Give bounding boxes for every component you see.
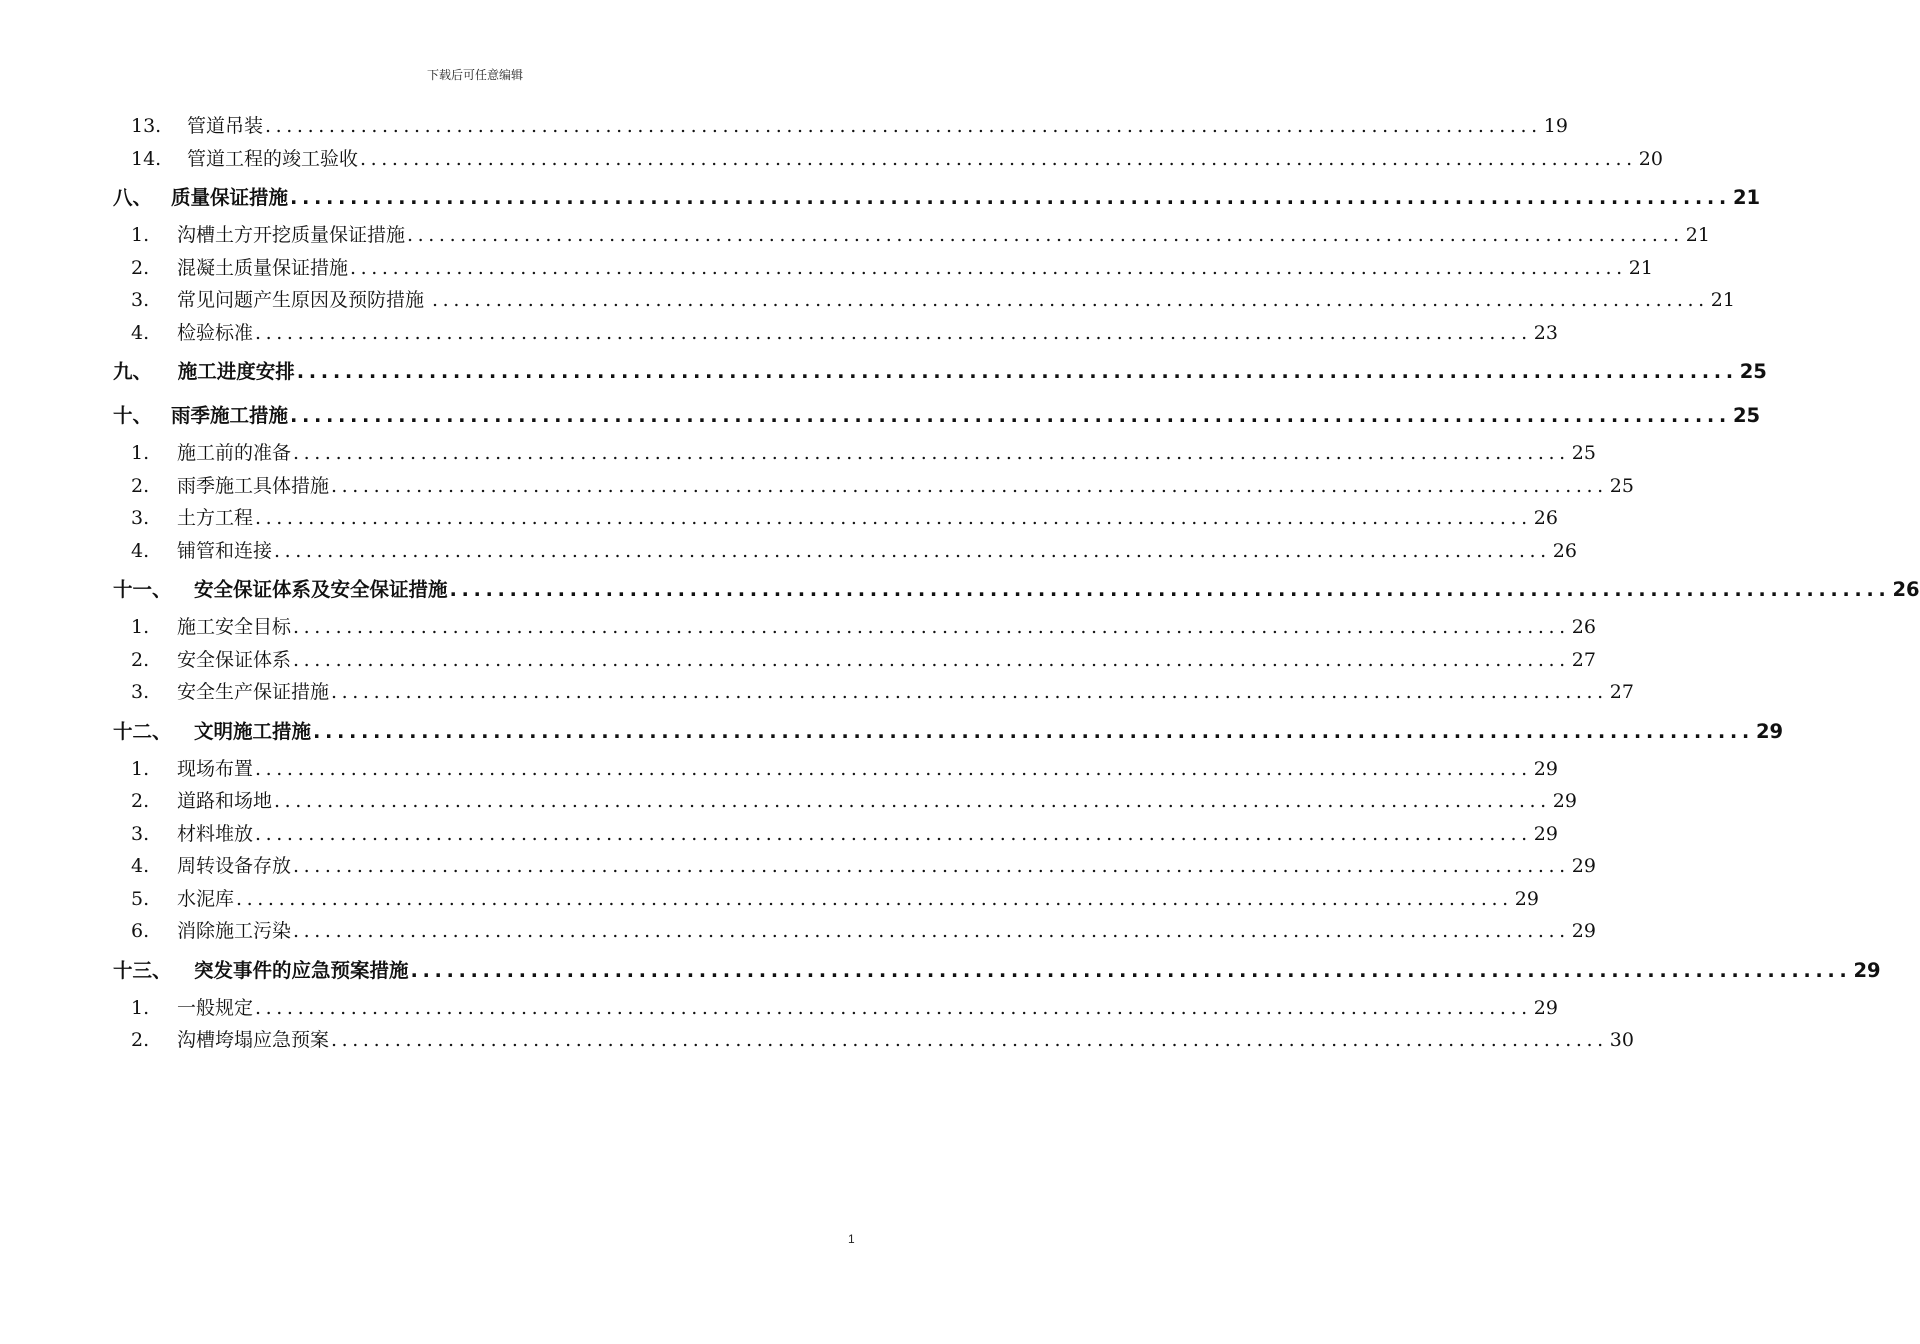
toc-dot-leader: ........................................................................................................................ bbox=[350, 256, 1627, 279]
toc-dot-leader: ........................................................................................................................ bbox=[407, 224, 1684, 246]
toc-entry-page: 25 bbox=[1732, 404, 1761, 427]
toc-entry-page: 29 bbox=[1533, 996, 1558, 1019]
toc-entry-number: 1. bbox=[131, 224, 150, 246]
toc-dot-leader: ........................................................................................................................ bbox=[274, 539, 1551, 562]
toc-subsection-entry[interactable] bbox=[113, 317, 1558, 350]
toc-entry-title: 雨季施工措施 bbox=[171, 404, 289, 427]
toc-entry-page: 26 bbox=[1892, 578, 1920, 601]
toc-dot-leader: ........................................................................................................................ bbox=[274, 790, 1551, 812]
toc-section-entry[interactable] bbox=[113, 349, 1767, 393]
toc-dot-leader: ........................................................................................................................ bbox=[290, 404, 1731, 427]
toc-subsection-entry[interactable] bbox=[113, 644, 1596, 677]
toc-subsection-entry[interactable] bbox=[113, 753, 1558, 786]
toc-entry-number: 6. bbox=[131, 920, 150, 942]
toc-subsection-entry[interactable] bbox=[113, 676, 1634, 709]
toc-entry-title: 常见问题产生原因及预防措施 bbox=[177, 289, 431, 311]
toc-entry-number: 2. bbox=[131, 1029, 150, 1051]
toc-entry-title: 管道工程的竣工验收 bbox=[187, 147, 359, 170]
toc-entry-page: 26 bbox=[1533, 507, 1558, 529]
toc-dot-leader: ........................................................................................................................ bbox=[255, 507, 1532, 529]
toc-dot-leader: ........................................................................................................................ bbox=[290, 186, 1731, 209]
toc-entry-page: 21 bbox=[1732, 186, 1761, 209]
toc-entry-number: 十一、 bbox=[113, 578, 172, 601]
toc-entry-page: 26 bbox=[1571, 616, 1596, 638]
toc-dot-leader: ........................................................................................................................ bbox=[313, 719, 1754, 743]
toc-entry-page: 21 bbox=[1685, 224, 1710, 246]
toc-dot-leader: ........................................................................................................................ bbox=[432, 289, 1709, 311]
toc-entry-page: 29 bbox=[1533, 757, 1558, 780]
toc-dot-leader: ........................................................................................................................ bbox=[255, 321, 1532, 344]
toc-dot-leader: ........................................................................................................................ bbox=[293, 920, 1570, 942]
toc-dot-leader: ........................................................................................................................ bbox=[293, 616, 1570, 638]
toc-entry-number: 13. bbox=[131, 115, 162, 137]
toc-entry-number: 4. bbox=[131, 539, 150, 562]
toc-subsection-entry[interactable] bbox=[113, 143, 1663, 176]
toc-entry-number: 十二、 bbox=[113, 719, 172, 743]
toc-section-entry[interactable] bbox=[113, 393, 1761, 437]
toc-entry-title: 施工安全目标 bbox=[177, 616, 292, 638]
toc-dot-leader: ........................................................................................................................ bbox=[293, 442, 1570, 464]
toc-entry-title: 消除施工污染 bbox=[177, 920, 292, 942]
toc-entry-number: 八、 bbox=[113, 186, 153, 209]
table-of-contents bbox=[113, 110, 1920, 1057]
toc-entry-title: 雨季施工具体措施 bbox=[177, 474, 330, 497]
toc-entry-title: 突发事件的应急预案措施 bbox=[194, 958, 409, 982]
toc-entry-number: 1. bbox=[131, 757, 150, 780]
toc-entry-page: 29 bbox=[1533, 822, 1558, 845]
toc-entry-number: 2. bbox=[131, 256, 150, 279]
toc-entry-title: 混凝土质量保证措施 bbox=[177, 256, 349, 279]
toc-subsection-entry[interactable] bbox=[113, 611, 1596, 644]
toc-section-entry[interactable] bbox=[113, 709, 1784, 753]
toc-dot-leader: ........................................................................................................................ bbox=[331, 681, 1608, 703]
toc-subsection-entry[interactable] bbox=[113, 437, 1596, 470]
toc-entry-number: 3. bbox=[131, 822, 150, 845]
toc-entry-number: 1. bbox=[131, 616, 150, 638]
toc-subsection-entry[interactable] bbox=[113, 883, 1539, 916]
toc-entry-page: 27 bbox=[1571, 648, 1596, 671]
toc-entry-number: 14. bbox=[131, 147, 162, 170]
toc-entry-page: 30 bbox=[1609, 1029, 1634, 1051]
toc-entry-title: 现场布置 bbox=[177, 757, 254, 780]
toc-subsection-entry[interactable] bbox=[113, 284, 1735, 317]
toc-entry-number: 1. bbox=[131, 996, 150, 1019]
toc-subsection-entry[interactable] bbox=[113, 992, 1558, 1025]
page-number: 1 bbox=[848, 1232, 855, 1246]
toc-dot-leader: ........................................................................................................................ bbox=[255, 996, 1532, 1019]
toc-entry-page: 25 bbox=[1571, 442, 1596, 464]
toc-entry-number: 1. bbox=[131, 442, 150, 464]
toc-subsection-entry[interactable] bbox=[113, 470, 1634, 503]
toc-section-entry[interactable] bbox=[113, 175, 1761, 219]
toc-entry-page: 29 bbox=[1552, 790, 1577, 812]
toc-entry-number: 2. bbox=[131, 790, 150, 812]
toc-entry-number: 4. bbox=[131, 321, 150, 344]
toc-dot-leader: ........................................................................................................................ bbox=[265, 115, 1542, 137]
toc-dot-leader: ........................................................................................................................ bbox=[331, 474, 1608, 497]
toc-dot-leader: ........................................................................................................................ bbox=[449, 578, 1891, 601]
toc-dot-leader: ........................................................................................................................ bbox=[293, 648, 1570, 671]
toc-entry-title: 道路和场地 bbox=[177, 790, 273, 812]
toc-subsection-entry[interactable] bbox=[113, 850, 1596, 883]
toc-entry-page: 29 bbox=[1514, 887, 1539, 910]
toc-entry-number: 九、 bbox=[113, 360, 153, 383]
toc-entry-number: 3. bbox=[131, 289, 150, 311]
toc-entry-title: 材料堆放 bbox=[177, 822, 254, 845]
toc-entry-number: 2. bbox=[131, 474, 150, 497]
toc-entry-page: 29 bbox=[1853, 958, 1881, 982]
toc-dot-leader: ........................................................................................................................ bbox=[293, 855, 1570, 877]
toc-subsection-entry[interactable] bbox=[113, 915, 1596, 948]
toc-entry-title: 管道吊装 bbox=[187, 115, 264, 137]
toc-entry-title: 水泥库 bbox=[177, 887, 235, 910]
toc-entry-title: 文明施工措施 bbox=[194, 719, 312, 743]
toc-subsection-entry[interactable] bbox=[113, 110, 1568, 143]
toc-section-entry[interactable] bbox=[113, 567, 1920, 611]
toc-entry-title: 周转设备存放 bbox=[177, 855, 292, 877]
toc-entry-title: 沟槽垮塌应急预案 bbox=[177, 1029, 330, 1051]
toc-entry-number: 十、 bbox=[113, 404, 153, 427]
toc-entry-page: 29 bbox=[1571, 855, 1596, 877]
toc-subsection-entry[interactable] bbox=[113, 535, 1577, 568]
toc-entry-title: 质量保证措施 bbox=[171, 186, 289, 209]
toc-dot-leader: ........................................................................................................................ bbox=[236, 887, 1513, 910]
toc-dot-leader: ........................................................................................................................ bbox=[331, 1029, 1608, 1051]
toc-entry-title: 施工前的准备 bbox=[177, 442, 292, 464]
toc-entry-page: 26 bbox=[1552, 539, 1577, 562]
toc-entry-number: 3. bbox=[131, 507, 150, 529]
toc-entry-title: 施工进度安排 bbox=[171, 360, 295, 383]
toc-entry-page: 29 bbox=[1755, 719, 1784, 743]
toc-subsection-entry[interactable] bbox=[113, 785, 1577, 818]
toc-entry-page: 21 bbox=[1628, 256, 1653, 279]
toc-entry-title: 安全生产保证措施 bbox=[177, 681, 330, 703]
toc-entry-page: 25 bbox=[1609, 474, 1634, 497]
page-header: 下载后可任意编辑 bbox=[426, 68, 523, 82]
toc-entry-page: 19 bbox=[1543, 115, 1568, 137]
toc-dot-leader: ........................................................................................................................ bbox=[255, 822, 1532, 845]
toc-dot-leader: ........................................................................................................................ bbox=[410, 958, 1852, 982]
toc-entry-number: 3. bbox=[131, 681, 150, 703]
toc-entry-number: 5. bbox=[131, 887, 150, 910]
toc-entry-page: 21 bbox=[1710, 289, 1735, 311]
toc-section-entry[interactable] bbox=[113, 948, 1881, 992]
toc-entry-title: 沟槽土方开挖质量保证措施 bbox=[177, 224, 406, 246]
toc-entry-title: 安全保证体系及安全保证措施 bbox=[194, 578, 448, 601]
toc-entry-number: 4. bbox=[131, 855, 150, 877]
toc-entry-title: 铺管和连接 bbox=[177, 539, 273, 562]
toc-entry-title: 土方工程 bbox=[177, 507, 254, 529]
toc-entry-page: 25 bbox=[1739, 360, 1767, 383]
toc-entry-page: 20 bbox=[1638, 147, 1663, 170]
toc-dot-leader: ........................................................................................................................ bbox=[255, 757, 1532, 780]
toc-subsection-entry[interactable] bbox=[113, 252, 1653, 285]
toc-subsection-entry[interactable] bbox=[113, 219, 1710, 252]
toc-dot-leader: ........................................................................................................................ bbox=[360, 147, 1637, 170]
toc-entry-title: 一般规定 bbox=[177, 996, 254, 1019]
toc-entry-number: 十三、 bbox=[113, 958, 172, 982]
toc-entry-page: 23 bbox=[1533, 321, 1558, 344]
toc-entry-page: 29 bbox=[1571, 920, 1596, 942]
toc-entry-title: 检验标准 bbox=[177, 321, 254, 344]
toc-subsection-entry[interactable] bbox=[113, 502, 1558, 535]
toc-entry-number: 2. bbox=[131, 648, 150, 671]
toc-dot-leader: ........................................................................................................................ bbox=[296, 360, 1738, 383]
toc-subsection-entry[interactable] bbox=[113, 818, 1558, 851]
toc-subsection-entry[interactable] bbox=[113, 1024, 1634, 1057]
toc-entry-title: 安全保证体系 bbox=[177, 648, 292, 671]
toc-entry-page: 27 bbox=[1609, 681, 1634, 703]
